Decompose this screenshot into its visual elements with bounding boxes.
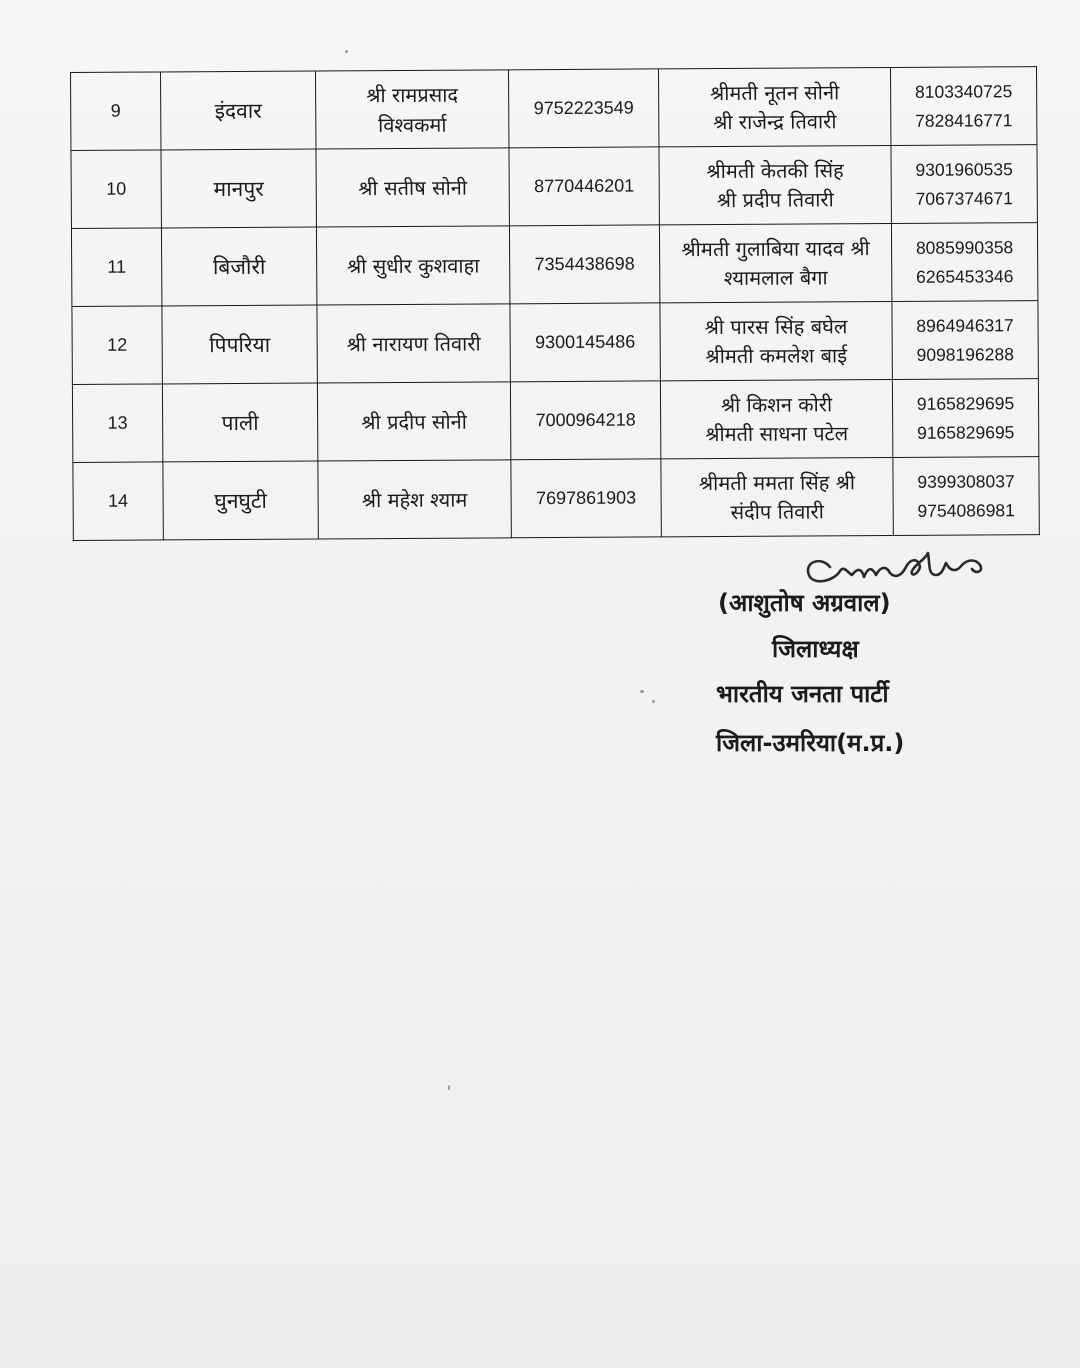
place-name-cell: पाली	[162, 383, 317, 462]
member-phone-line: 7828416771	[915, 109, 1013, 131]
members-cell	[659, 145, 891, 224]
signatory-title: जिलाध्यक्ष	[772, 635, 859, 663]
member-phone-line: 8103340725	[914, 80, 1013, 102]
head-name-line: श्री महेश श्याम	[361, 487, 468, 512]
member-name-line: श्रीमती केतकी सिंह	[706, 157, 844, 183]
member-phone-line: 9098196288	[916, 343, 1014, 365]
member-table	[70, 66, 1040, 541]
member-phones-cell	[893, 457, 1039, 536]
member-phone-line: 9754086981	[917, 499, 1015, 521]
table-row	[73, 457, 1039, 541]
table-row	[72, 379, 1038, 463]
member-name-line: श्री राजेन्द्र तिवारी	[713, 108, 837, 134]
signatory-district: जिला-उमरिया(म.प्र.)	[716, 729, 905, 757]
head-phone-cell: 9752223549	[508, 69, 658, 148]
member-phones-cell	[892, 379, 1038, 458]
table-row	[71, 223, 1037, 307]
head-name-line: विश्वकर्मा	[378, 112, 447, 137]
head-name-line: श्री सतीष सोनी	[358, 175, 468, 200]
table-row	[72, 301, 1038, 385]
place-name-cell: घुनघुटी	[163, 461, 318, 540]
head-name-cell	[318, 460, 511, 539]
head-phone-cell: 8770446201	[509, 147, 659, 226]
member-name-line: श्री प्रदीप तिवारी	[716, 186, 834, 212]
member-name-line: श्री किशन कोरी	[720, 391, 833, 417]
head-name-cell	[316, 148, 509, 227]
head-phone-cell: 7354438698	[509, 225, 659, 304]
head-phone-cell: 7000964218	[510, 381, 660, 460]
paper-speck	[640, 690, 644, 693]
serial-number-cell: 12	[72, 306, 162, 385]
member-phone-line: 6265453346	[916, 265, 1014, 287]
member-table-body	[71, 67, 1040, 541]
member-phones-cell	[891, 223, 1037, 302]
head-name-line: श्री रामप्रसाद	[366, 82, 459, 107]
head-name-cell	[316, 226, 509, 305]
serial-number-cell: 9	[71, 72, 161, 151]
table-row	[71, 145, 1037, 229]
head-name-line: श्री नारायण तिवारी	[346, 330, 481, 356]
member-phone-line: 7067374671	[915, 187, 1014, 209]
table-row	[71, 67, 1037, 151]
member-phone-line: 8964946317	[916, 314, 1014, 336]
serial-number-cell: 11	[71, 228, 161, 307]
member-name-line: श्री पारस सिंह बघेल	[704, 313, 848, 339]
member-name-line: श्रीमती नूतन सोनी	[709, 79, 840, 105]
member-name-line: श्रीमती गुलाबिया यादव श्री	[681, 235, 870, 261]
serial-number-cell: 10	[71, 150, 161, 229]
head-phone-cell: 9300145486	[510, 303, 660, 382]
place-name-cell: मानपुर	[161, 149, 316, 228]
head-phone-cell: 7697861903	[511, 459, 661, 538]
member-name-line: श्रीमती ममता सिंह श्री	[698, 469, 856, 495]
member-phone-line: 9165829695	[916, 392, 1015, 414]
place-name-cell: बिजौरी	[161, 227, 316, 306]
member-name-line: संदीप तिवारी	[730, 498, 824, 524]
signatory-party: भारतीय जनता पार्टी	[716, 680, 889, 708]
members-cell	[661, 457, 893, 536]
members-cell	[660, 379, 892, 458]
head-name-line: श्री सुधीर कुशवाहा	[346, 253, 480, 278]
paper-speck	[345, 50, 348, 53]
head-name-cell	[317, 304, 510, 383]
member-phone-line: 9399308037	[917, 470, 1015, 492]
paper-speck	[652, 700, 655, 703]
member-phone-line: 9301960535	[915, 158, 1013, 180]
place-name-cell: पिपरिया	[162, 305, 317, 384]
member-name-line: श्यामलाल बैगा	[723, 264, 828, 290]
head-name-line: श्री प्रदीप सोनी	[361, 409, 467, 434]
members-cell	[658, 67, 890, 146]
serial-number-cell: 14	[73, 462, 163, 541]
members-cell	[660, 301, 892, 380]
member-phones-cell	[891, 145, 1037, 224]
signatory-name: (आशुतोष अग्रवाल)	[718, 589, 891, 617]
member-phone-line: 8085990358	[915, 236, 1014, 258]
serial-number-cell: 13	[72, 384, 162, 463]
member-phones-cell	[890, 67, 1036, 146]
place-name-cell: इंदवार	[161, 71, 316, 150]
members-cell	[659, 223, 891, 302]
paper-speck	[448, 1085, 450, 1090]
member-phones-cell	[892, 301, 1038, 380]
head-name-cell	[317, 382, 510, 461]
head-name-cell	[315, 70, 508, 149]
member-name-line: श्रीमती कमलेश बाई	[705, 342, 848, 368]
member-name-line: श्रीमती साधना पटेल	[705, 420, 849, 446]
member-phone-line: 9165829695	[916, 421, 1015, 443]
